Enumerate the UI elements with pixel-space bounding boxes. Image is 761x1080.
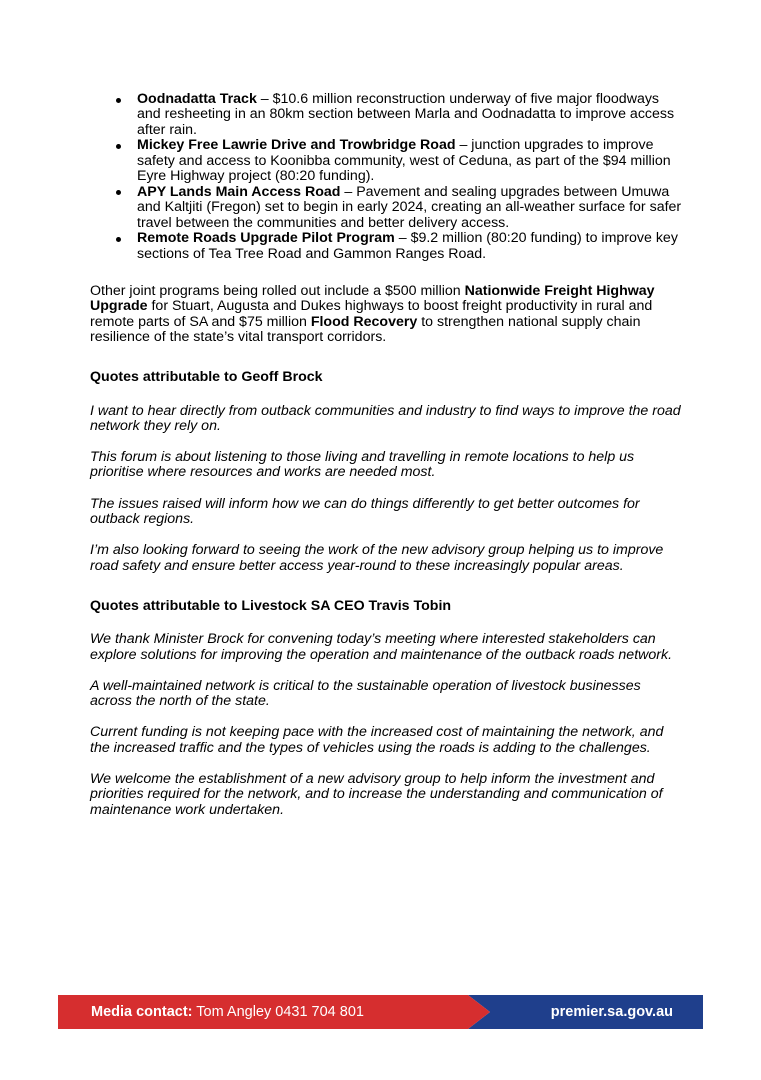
bullet-dot-icon: [116, 237, 121, 242]
media-contact-value: Tom Angley 0431 704 801: [192, 1004, 364, 1020]
quote-paragraph: I’m also looking forward to seeing the work of the new advisory group helping us to improve road safety and ensure better access year-round to these increasingly popular areas.: [90, 542, 664, 574]
quote-paragraph: This forum is about listening to those living and travelling in remote locations to help us prioritise where resources and works are needed most.: [90, 449, 635, 481]
footer-banner: [58, 995, 703, 1029]
paragraph-text: for Stuart, Augusta and Dukes highways to boost freight productivity in rural and remote parts of SA and $75 million: [90, 298, 653, 330]
project-bullet-list: [90, 92, 686, 262]
quote-paragraph: The issues raised will inform how we can do things differently to get better outcomes for outback regions.: [90, 495, 640, 528]
paragraph-text: to strengthen national supply chain resilience of the state’s vital transport corridors.: [90, 313, 641, 345]
bullet-title: Remote Roads Upgrade Pilot Program: [137, 230, 395, 247]
paragraph-text: Other joint programs being rolled out include a $500 million: [90, 283, 465, 300]
bullet-text: – Pavement and sealing upgrades between Umuwa and Kaltjiti (Fregon) set to begin in early 2024, creating an all-weather surface for safer travel between the communities and better delivery access.: [137, 183, 682, 231]
joint-programs-paragraph: [90, 284, 686, 345]
bullet-title: Mickey Free Lawrie Drive and Trowbridge Road: [137, 137, 456, 154]
quote-paragraph: A well-maintained network is critical to the sustainable operation of livestock businesses across the north of the state.: [90, 677, 641, 710]
quote-paragraph: Current funding is not keeping pace with the increased cost of maintaining the network, and the increased traffic and the types of vehicles using the roads is adding to the challenges.: [90, 724, 664, 756]
bullet-text: – junction upgrades to improve safety and access to Koonibba community, west of Ceduna, as part of the $94 million Eyre Highway project (80:20 funding).: [137, 137, 671, 185]
tobin-quotes-heading: Quotes attributable to Livestock SA CEO Travis Tobin: [90, 597, 452, 614]
bullet-item: [90, 138, 686, 184]
bullet-item: [90, 92, 686, 138]
quote-paragraph: We thank Minister Brock for convening today’s meeting where interested stakeholders can explore solutions for improving the operation and maintenance of the outback roads network.: [90, 631, 673, 663]
paragraph-bold-text: Nationwide Freight Highway Upgrade: [90, 283, 655, 315]
bullet-dot-icon: [116, 190, 121, 195]
bullet-text: – $10.6 million reconstruction underway of five major floodways and resheeting in an 80km section between Marla and Oodnadatta to improve access after rain.: [137, 91, 675, 138]
document-body: [90, 92, 686, 818]
bullet-item: [90, 185, 686, 231]
bullet-dot-icon: [116, 144, 121, 149]
bullet-dot-icon: [116, 98, 121, 103]
media-contact: [91, 1004, 364, 1020]
website-link[interactable]: premier.sa.gov.au: [550, 1004, 673, 1020]
quote-paragraph: We welcome the establishment of a new advisory group to help inform the investment and priorities required for the network, and to increase the understanding and communication of maintenance work undertaken.: [90, 770, 663, 818]
quote-paragraph: I want to hear directly from outback communities and industry to find ways to improve the road network they rely on.: [90, 402, 681, 434]
bullet-text: – $9.2 million (80:20 funding) to improve key sections of Tea Tree Road and Gammon Ranges Road.: [137, 230, 678, 262]
bullet-title: APY Lands Main Access Road: [137, 183, 341, 200]
brock-quotes-heading: Quotes attributable to Geoff Brock: [90, 369, 323, 386]
paragraph-bold-text: Flood Recovery: [310, 313, 418, 330]
media-contact-label: Media contact:: [91, 1004, 193, 1020]
bullet-title: Oodnadatta Track: [137, 91, 257, 107]
bullet-item: [90, 231, 686, 262]
